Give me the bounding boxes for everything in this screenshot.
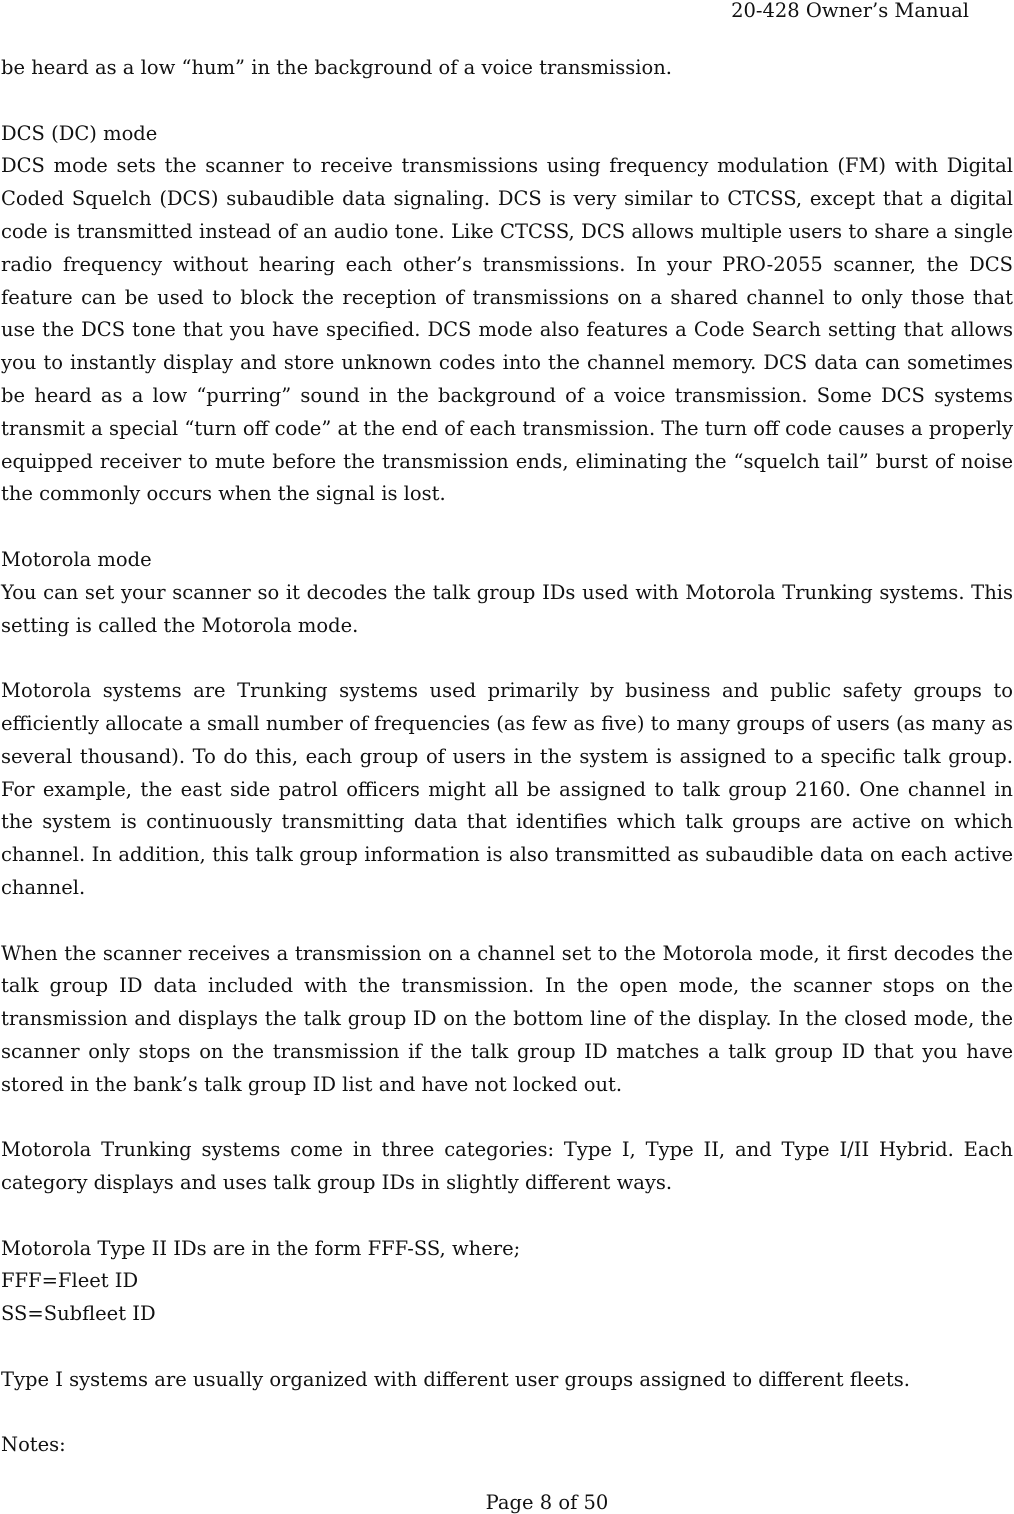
page-header: 20-428 Owner’s Manual xyxy=(731,0,969,22)
paragraph-motorola-categories: Motorola Trunking systems come in three categories: Type I, Type II, and Type I/II Hybrid. Each category displays and uses talk group IDs in slightly different ways. xyxy=(1,1138,1013,1195)
notes-heading: Notes: xyxy=(1,1433,66,1457)
paragraph-type1: Type I systems are usually organized with different user groups assigned to different fleets. xyxy=(1,1367,910,1391)
paragraph-hum: be heard as a low “hum” in the background of a voice transmission. xyxy=(1,56,672,79)
paragraph-motorola-receive: When the scanner receives a transmission on a channel set to the Motorola mode, it first decodes the talk group ID data included with the transmission. In the open mode, the scanner stops on the transmission and displays the talk group ID on the bottom line of the display. In the closed mode, the scanner only stops on the transmission if the talk group ID matches a talk group ID that you have stored in the bank’s talk group ID list and have not locked out. xyxy=(1,941,1013,1096)
page-footer: Page 8 of 50 xyxy=(485,1491,609,1514)
section-type2-ids xyxy=(1,1233,1013,1331)
motorola-paragraph: You can set your scanner so it decodes the talk group IDs used with Motorola Trunking systems. This setting is called the Motorola mode. xyxy=(1,580,1013,637)
page-content xyxy=(1,52,1013,1462)
paragraph-motorola-systems: Motorola systems are Trunking systems used primarily by business and public safety groups to efficiently allocate a small number of frequencies (as few as five) to many groups of users (as many as several thousand). To do this, each group of users in the system is assigned to a specific talk group. For example, the east side patrol officers might all be assigned to talk group 2160. One channel in the system is continuously transmitting data that identifies which talk groups are active on which channel. In addition, this talk group information is also transmitted as subaudible data on each active channel. xyxy=(1,679,1013,899)
motorola-heading: Motorola mode xyxy=(1,547,152,571)
dcs-paragraph: DCS mode sets the scanner to receive transmissions using frequency modulation (FM) with Digital Coded Squelch (DCS) subaudible data signaling. DCS is very similar to CTCSS, except that a digital code is transmitted instead of an audio tone. Like CTCSS, DCS allows multiple users to share a single radio frequency without hearing each other’s transmissions. In your PRO-2055 scanner, the DCS feature can be used to block the reception of transmissions on a shared channel to only those that use the DCS tone that you have specified. DCS mode also features a Code Search setting that allows you to instantly display and store unknown codes into the channel memory. DCS data can sometimes be heard as a low “purring” sound in the background of a voice transmission. Some DCS systems transmit a special “turn off code” at the end of each transmission. The turn off code causes a properly equipped receiver to mute before the transmission ends, eliminating the “squelch tail” burst of noise the commonly occurs when the signal is lost. xyxy=(1,154,1013,506)
dcs-heading: DCS (DC) mode xyxy=(1,121,158,145)
type2-line: Motorola Type II IDs are in the form FFF-SS, where; xyxy=(1,1236,521,1260)
section-dcs xyxy=(1,118,1013,512)
fleet-id-line: FFF=Fleet ID xyxy=(1,1269,139,1293)
section-motorola xyxy=(1,544,1013,642)
subfleet-id-line: SS=Subfleet ID xyxy=(1,1302,156,1326)
